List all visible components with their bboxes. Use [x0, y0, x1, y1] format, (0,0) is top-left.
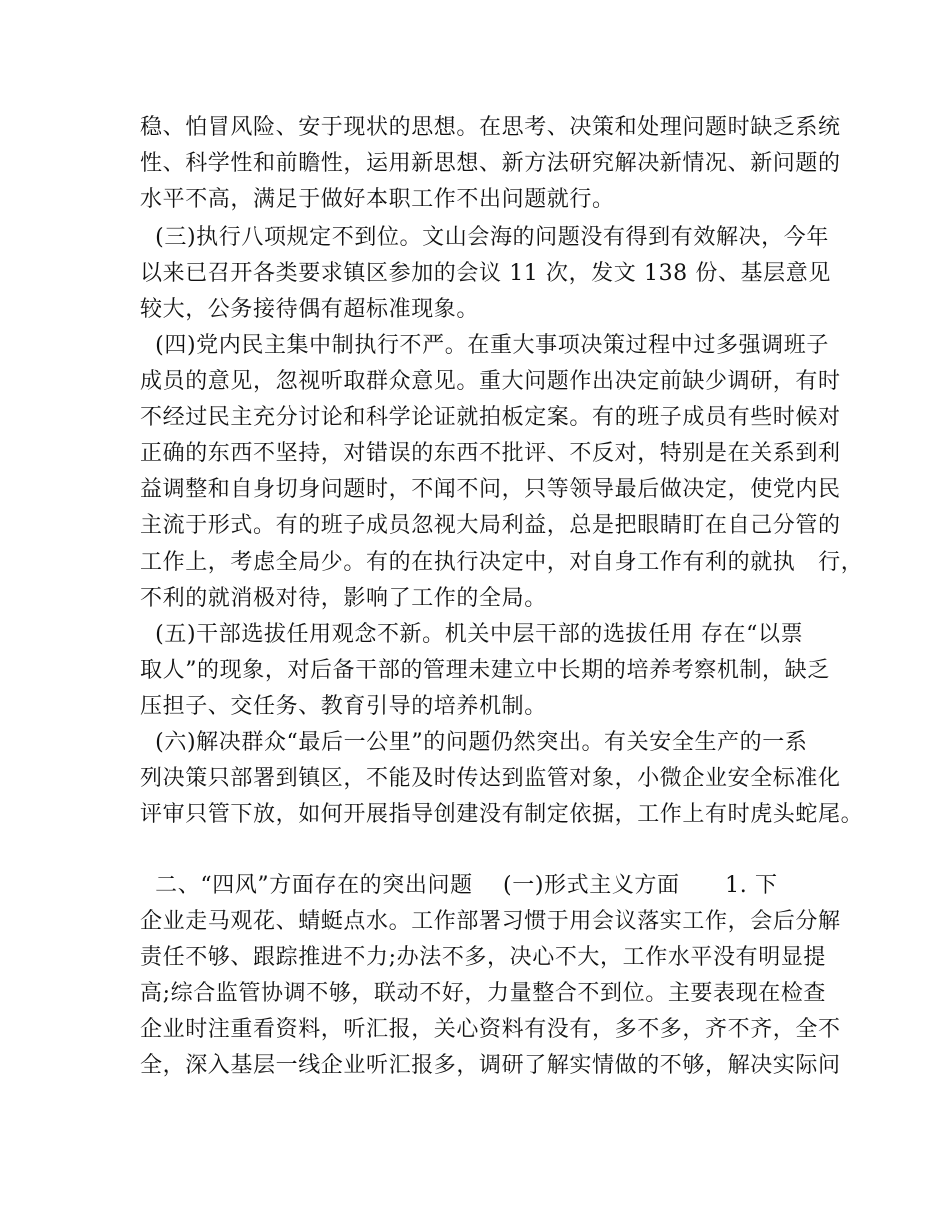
text-line: 较大，公务接待偶有超标准现象。: [140, 297, 480, 322]
text-line: 压担子、交任务、教育引导的培养机制。: [140, 694, 547, 719]
text-line: 稳、怕冒风险、安于现状的思想。在思考、决策和处理问题时缺乏系统: [140, 115, 841, 140]
text-line: (四)党内民主集中制执行不严。在重大事项决策过程中过多强调班子: [140, 333, 829, 358]
text-line: 益调整和自身切身问题时，不闻不问，只等领导最后做决定，使党内民: [140, 477, 841, 502]
text-line: 正确的东西不坚持，对错误的东西不批评、不反对，特别是在关系到利: [140, 441, 841, 466]
text-line: 全，深入基层一线企业听汇报多，调研了解实情做的不够，解决实际问: [140, 1053, 841, 1078]
text-line: 高;综合监管协调不够，联动不好，力量整合不到位。主要表现在检查: [140, 981, 827, 1006]
text-line: 不利的就消极对待，影响了工作的全局。: [140, 586, 547, 611]
text-line: 企业时注重看资料，听汇报，关心资料有没有，多不多，齐不齐，全不: [140, 1017, 841, 1042]
text-line: 性、科学性和前瞻性，运用新思想、新方法研究解决新情况、新问题的: [140, 151, 841, 176]
text-line: 取人”的现象，对后备干部的管理未建立中长期的培养考察机制，缺乏: [140, 658, 830, 683]
text-line: 水平不高，满足于做好本职工作不出问题就行。: [140, 187, 615, 212]
text-line: 列决策只部署到镇区，不能及时传达到监管对象，小微企业安全标准化: [140, 766, 841, 791]
section-heading-line: 二、“四风”方面存在的突出问题 (一)形式主义方面 1. 下: [140, 873, 778, 898]
text-line: 不经过民主充分讨论和科学论证就拍板定案。有的班子成员有些时候对: [140, 405, 841, 430]
text-line: 工作上，考虑全局少。有的在执行决定中，对自身工作有利的就执 行，: [140, 550, 864, 575]
text-line: (三)执行八项规定不到位。文山会海的问题没有得到有效解决，今年: [140, 225, 829, 250]
text-line: 企业走马观花、蜻蜓点水。工作部署习惯于用会议落实工作，会后分解: [140, 909, 841, 934]
text-line: (五)干部选拔任用观念不新。机关中层干部的选拔任用 存在“以票: [140, 622, 804, 647]
text-line: 以来已召开各类要求镇区参加的会议 11 次，发文 138 份、基层意见: [140, 261, 831, 286]
text-line: 主流于形式。有的班子成员忽视大局利益，总是把眼睛盯在自己分管的: [140, 513, 841, 538]
text-line: (六)解决群众“最后一公里”的问题仍然突出。有关安全生产的一系: [140, 730, 808, 755]
text-line: 评审只管下放，如何开展指导创建没有制定依据，工作上有时虎头蛇尾。: [140, 802, 864, 827]
text-line: 责任不够、跟踪推进不力;办法不多，决心不大，工作水平没有明显提: [140, 945, 827, 970]
text-line: 成员的意见，忽视听取群众意见。重大问题作出决定前缺少调研，有时: [140, 369, 841, 394]
